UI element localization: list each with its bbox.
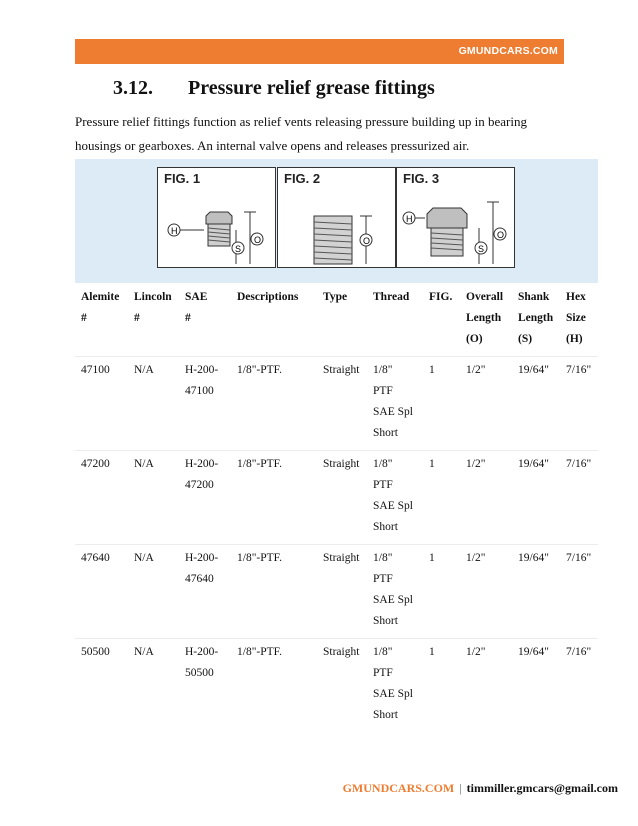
cell-fig: 1 — [429, 646, 435, 658]
cell-overall-length: 1/2" — [466, 646, 486, 658]
header-thread: Thread — [373, 291, 410, 303]
figure-label: FIG. 1 — [164, 171, 201, 186]
cell-fig: 1 — [429, 364, 435, 376]
table-row — [75, 639, 598, 733]
cell-description: 1/8"-PTF. — [237, 458, 282, 470]
overall-marker-label: O — [363, 236, 371, 246]
cell-type: Straight — [323, 364, 360, 376]
figure-2 — [277, 167, 396, 268]
cell-alemite: 47100 — [81, 364, 110, 376]
cell-shank-length: 19/64" — [518, 646, 549, 658]
cell-sae: H-200- 47100 — [185, 364, 219, 397]
cell-alemite: 47200 — [81, 458, 110, 470]
cell-thread: 1/8" PTF SAE Spl Short — [373, 646, 413, 721]
header-shank-length: Shank Length (S) — [518, 291, 554, 345]
fittings-table — [75, 283, 598, 732]
cell-overall-length: 1/2" — [466, 458, 486, 470]
hex-marker-label: H — [171, 226, 178, 236]
header-hex-size: Hex Size (H) — [566, 291, 586, 345]
shank-marker-label: S — [478, 244, 485, 254]
header-descriptions: Descriptions — [237, 291, 299, 303]
banner-site-name: GMUNDCARS.COM — [458, 45, 558, 57]
cell-thread: 1/8" PTF SAE Spl Short — [373, 364, 413, 439]
figure-label: FIG. 2 — [284, 171, 321, 186]
footer-site-link[interactable]: GMUNDCARS.COM — [342, 781, 455, 795]
cell-shank-length: 19/64" — [518, 458, 549, 470]
cell-alemite: 47640 — [81, 552, 110, 564]
figure-3 — [396, 167, 515, 268]
cell-fig: 1 — [429, 458, 435, 470]
cell-alemite: 50500 — [81, 646, 110, 658]
footer-email-link[interactable]: timmiller.gmcars@gmail.com — [466, 781, 618, 795]
cell-overall-length: 1/2" — [466, 364, 486, 376]
section-number: 3.12. — [113, 77, 153, 99]
header-sae: SAE # — [185, 291, 208, 324]
cell-type: Straight — [323, 646, 360, 658]
table-header-row — [75, 283, 598, 357]
figure-label: FIG. 3 — [403, 171, 440, 186]
page-footer — [343, 781, 618, 796]
cell-shank-length: 19/64" — [518, 552, 549, 564]
table-row — [75, 357, 598, 451]
cell-lincoln: N/A — [134, 458, 154, 470]
cell-overall-length: 1/2" — [466, 552, 486, 564]
cell-lincoln: N/A — [134, 364, 154, 376]
cell-hex-size: 7/16" — [566, 552, 592, 564]
header-overall-length: Overall Length (O) — [466, 291, 504, 345]
cell-sae: H-200- 50500 — [185, 646, 219, 679]
overall-marker-label: O — [254, 235, 262, 245]
cell-hex-size: 7/16" — [566, 458, 592, 470]
cell-fig: 1 — [429, 552, 435, 564]
header-type: Type — [323, 291, 348, 303]
header-fig: FIG. — [429, 291, 453, 303]
cell-sae: H-200- 47640 — [185, 552, 219, 585]
header-alemite: Alemite # — [81, 291, 120, 324]
header-lincoln: Lincoln # — [134, 291, 172, 324]
section-title: Pressure relief grease fittings — [188, 77, 435, 99]
cell-lincoln: N/A — [134, 552, 154, 564]
cell-description: 1/8"-PTF. — [237, 646, 282, 658]
cell-thread: 1/8" PTF SAE Spl Short — [373, 458, 413, 533]
footer-separator: | — [459, 781, 462, 795]
header-banner — [75, 39, 564, 64]
figure-1 — [157, 167, 276, 268]
table-row — [75, 545, 598, 639]
cell-hex-size: 7/16" — [566, 646, 592, 658]
cell-description: 1/8"-PTF. — [237, 552, 282, 564]
cell-sae: H-200- 47200 — [185, 458, 219, 491]
section-heading — [113, 77, 435, 100]
cell-lincoln: N/A — [134, 646, 154, 658]
overall-marker-label: O — [497, 230, 505, 240]
hex-marker-label: H — [406, 214, 413, 224]
table-row — [75, 451, 598, 545]
shank-marker-label: S — [235, 244, 242, 254]
cell-hex-size: 7/16" — [566, 364, 592, 376]
intro-paragraph: Pressure relief fittings function as relief vents releasing pressure building up in bearing housings or gearboxes. An internal valve opens and releases pressurized air. — [75, 114, 527, 153]
cell-type: Straight — [323, 552, 360, 564]
cell-type: Straight — [323, 458, 360, 470]
cell-shank-length: 19/64" — [518, 364, 549, 376]
cell-description: 1/8"-PTF. — [237, 364, 282, 376]
cell-thread: 1/8" PTF SAE Spl Short — [373, 552, 413, 627]
